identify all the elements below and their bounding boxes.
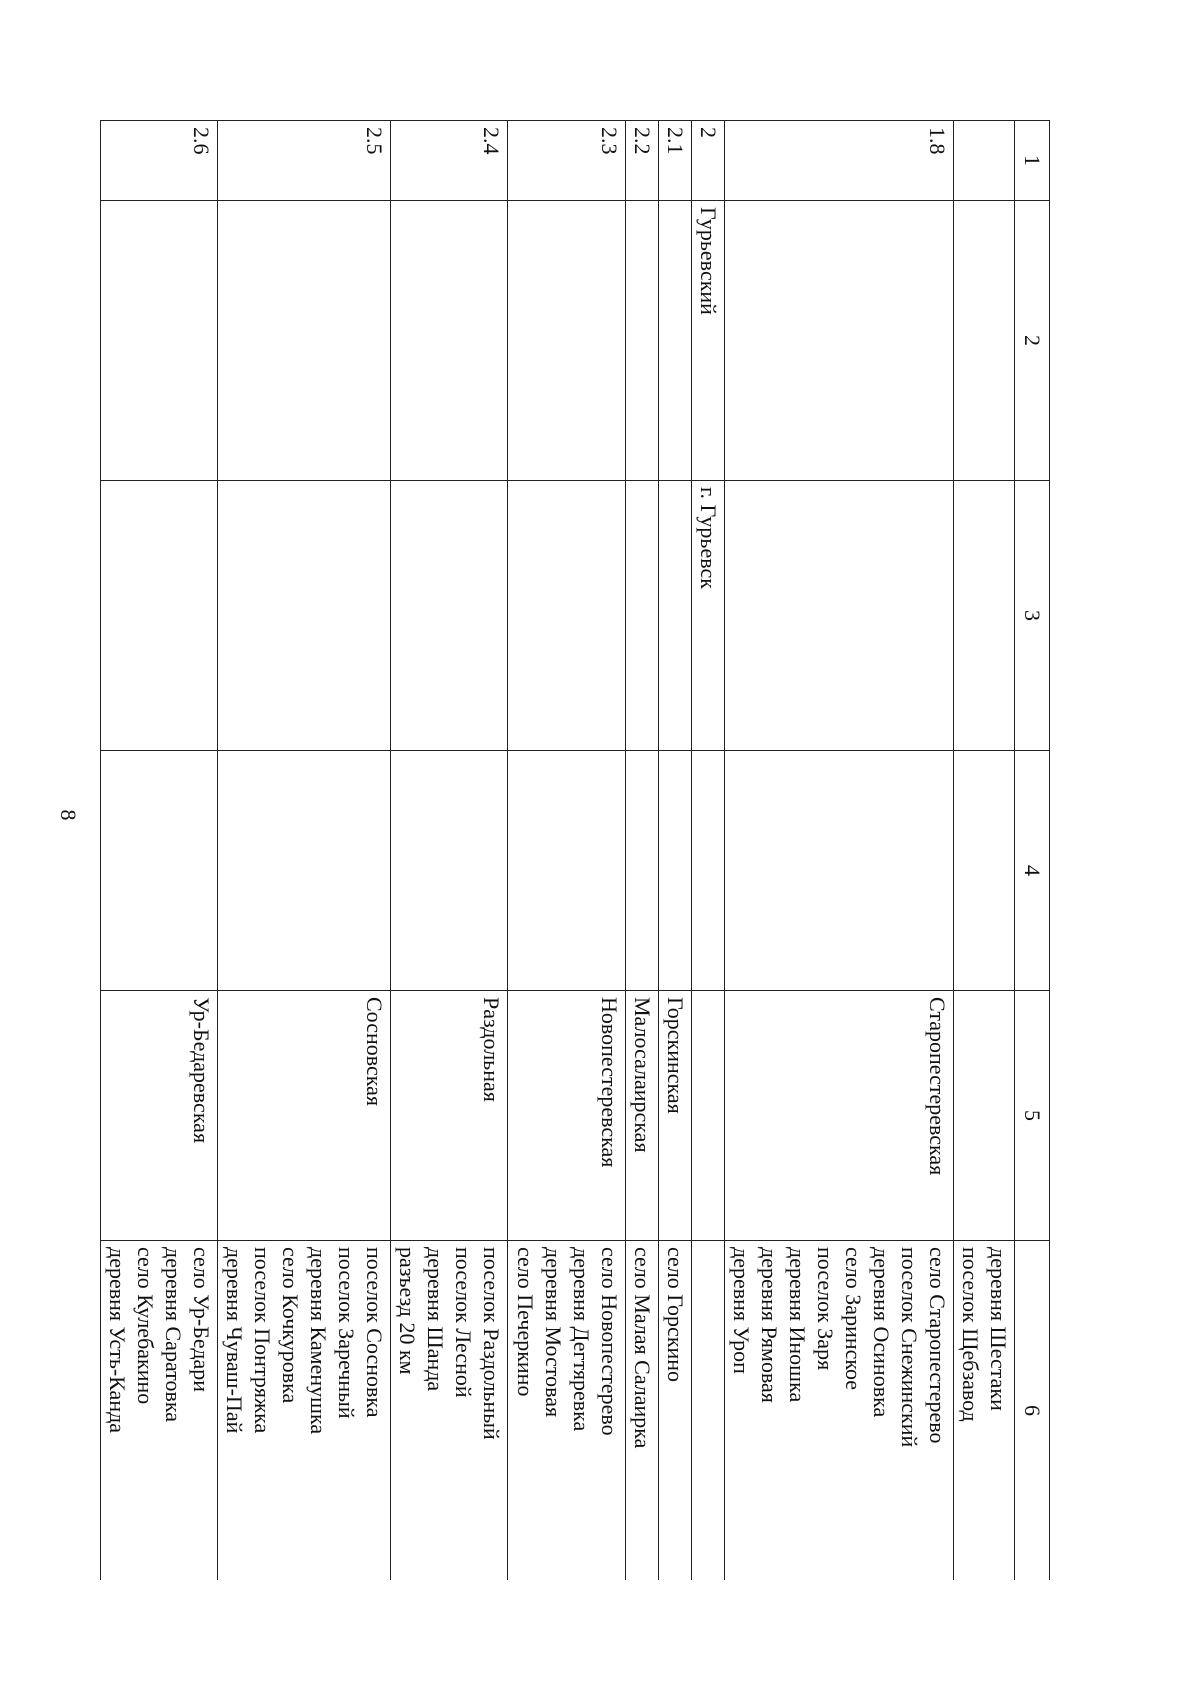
- settlement-name: поселок Сосновка: [362, 1247, 388, 1418]
- city-name: [391, 481, 508, 751]
- col-header-4: 4: [1015, 751, 1050, 991]
- settlements-list: [101, 1241, 218, 1581]
- page-number: 8: [56, 809, 81, 821]
- settlements-list: [658, 1241, 691, 1581]
- settlement-name: деревня Рямовая: [756, 1247, 782, 1403]
- column-4-cell: [625, 751, 658, 991]
- settlement-name: деревня Дегтяревка: [568, 1247, 594, 1432]
- city-name: [101, 481, 218, 751]
- council-name: Сосновская: [218, 991, 391, 1241]
- settlement-name: деревня Иношка: [784, 1247, 810, 1403]
- column-4-cell: [691, 751, 724, 991]
- settlements-list: [391, 1241, 508, 1581]
- settlement-name: село Малая Салаирка: [629, 1247, 655, 1449]
- header-row: [1015, 121, 1050, 1581]
- district-name: [101, 201, 218, 481]
- city-name: [508, 481, 625, 751]
- settlement-name: село Ур-Бедари: [189, 1247, 215, 1393]
- settlement-name: деревня Каменушка: [306, 1247, 332, 1435]
- council-name: Малосалаирская: [625, 991, 658, 1241]
- col-header-6: 6: [1015, 1241, 1050, 1581]
- settlement-name: село Печеркино: [512, 1247, 538, 1397]
- table-row: [953, 121, 1014, 1581]
- row-number: 1.8: [724, 121, 953, 201]
- column-4-cell: [724, 751, 953, 991]
- district-name: [218, 201, 391, 481]
- table-row: [218, 121, 391, 1581]
- city-name: [724, 481, 953, 751]
- council-name: Горскинская: [658, 991, 691, 1241]
- settlement-name: деревня Мостовая: [540, 1247, 566, 1418]
- settlement-name: село Кочкуровка: [278, 1247, 304, 1404]
- city-name: г. Гурьевск: [691, 481, 724, 751]
- column-4-cell: [391, 751, 508, 991]
- table-row: [691, 121, 724, 1581]
- district-name: [508, 201, 625, 481]
- settlements-list: [953, 1241, 1014, 1581]
- settlement-name: поселок Лесной: [451, 1247, 477, 1398]
- row-number: [953, 121, 1014, 201]
- settlements-list: [625, 1241, 658, 1581]
- col-header-1: 1: [1015, 121, 1050, 201]
- column-4-cell: [101, 751, 218, 991]
- city-name: [625, 481, 658, 751]
- council-name: Ур-Бедаревская: [101, 991, 218, 1241]
- settlement-name: поселок Раздольный: [479, 1247, 505, 1440]
- settlement-name: деревня Шестаки: [986, 1247, 1011, 1411]
- settlement-name: село Старопестерево: [924, 1247, 950, 1444]
- district-name: [953, 201, 1014, 481]
- col-header-2: 2: [1015, 201, 1050, 481]
- settlement-name: деревня Уроп: [728, 1247, 754, 1374]
- city-name: [658, 481, 691, 751]
- council-name: [953, 991, 1014, 1241]
- settlements-table: [100, 120, 1050, 1580]
- row-number: 2.6: [101, 121, 218, 201]
- column-4-cell: [953, 751, 1014, 991]
- table-row: [508, 121, 625, 1581]
- district-name: [658, 201, 691, 481]
- settlement-name: деревня Саратовка: [161, 1247, 187, 1422]
- row-number: 2.3: [508, 121, 625, 201]
- city-name: [953, 481, 1014, 751]
- district-name: Гурьевский: [691, 201, 724, 481]
- settlement-name: деревня Чуваш-Пай: [222, 1247, 248, 1434]
- column-4-cell: [508, 751, 625, 991]
- council-name: Новопестеревская: [508, 991, 625, 1241]
- column-4-cell: [658, 751, 691, 991]
- district-name: [391, 201, 508, 481]
- table-container: [100, 120, 1050, 1580]
- city-name: [218, 481, 391, 751]
- row-number: 2.5: [218, 121, 391, 201]
- row-number: 2: [691, 121, 724, 201]
- council-name: [691, 991, 724, 1241]
- settlements-list: [508, 1241, 625, 1581]
- settlement-name: деревня Усть-Канда: [105, 1247, 131, 1434]
- district-name: [724, 201, 953, 481]
- col-header-5: 5: [1015, 991, 1050, 1241]
- settlement-name: поселок Заря: [812, 1247, 838, 1371]
- council-name: Раздольная: [391, 991, 508, 1241]
- table-row: [391, 121, 508, 1581]
- table-row: [658, 121, 691, 1581]
- row-number: 2.1: [658, 121, 691, 201]
- row-number: 2.4: [391, 121, 508, 201]
- settlements-list: [724, 1241, 953, 1581]
- settlement-name: село Кулебакино: [133, 1247, 159, 1405]
- settlement-name: деревня Осиновка: [868, 1247, 894, 1418]
- settlements-list: [218, 1241, 391, 1581]
- council-name: Старопестеревская: [724, 991, 953, 1241]
- table-row: [101, 121, 218, 1581]
- settlement-name: поселок Щебзавод: [958, 1247, 983, 1422]
- row-number: 2.2: [625, 121, 658, 201]
- settlement-name: поселок Заречный: [334, 1247, 360, 1419]
- col-header-3: 3: [1015, 481, 1050, 751]
- settlements-list: [691, 1241, 724, 1581]
- table-body: [101, 121, 1015, 1581]
- district-name: [625, 201, 658, 481]
- settlement-name: разъезд 20 км: [395, 1247, 421, 1375]
- table-row: [625, 121, 658, 1581]
- settlement-name: село Заринское: [840, 1247, 866, 1390]
- settlement-name: поселок Понтряжка: [250, 1247, 276, 1434]
- settlement-name: поселок Снежинский: [896, 1247, 922, 1448]
- settlement-name: село Новопестерево: [596, 1247, 622, 1436]
- column-4-cell: [218, 751, 391, 991]
- settlement-name: село Горскино: [662, 1247, 688, 1383]
- settlement-name: деревня Шанда: [423, 1247, 449, 1392]
- table-row: [724, 121, 953, 1581]
